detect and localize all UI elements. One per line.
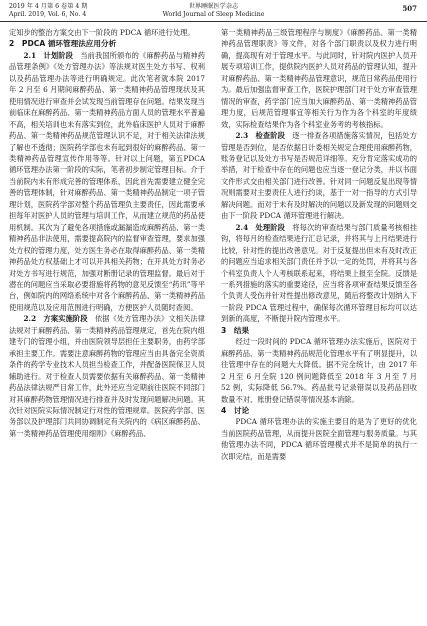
journal-title (0, 3, 427, 19)
subsection-label: 2.2 方案实施阶段 (23, 314, 88, 324)
paragraph-text: 当前我国所颁布的《麻醉药品与精神药品管理条例》《处方管理办法》等法规对医生处方书写、权利以及药品管理办法等进行明确规定。此次笔者就本院 2017 年 2 月至 6 月期间麻醉药品、第一类精神药品管理现状及其使用情况进行审查并会试发现当前管理存在问题。结果发现当前临床在麻醉药品、第一类精神药品方面人员的管理水平普遍不高，相关培训也未有落实到位，此外临床医护人员对于麻醉药品、第一类精神药品规范管理认识不足，对于相关法律法规了解也不透彻；医院药学部也未有起到很好的麻醉药品、第一类精神药品管理宣传作用等等。针对以上问题，第五PDCA 循环管理办法第一阶段的实际，笔者初步制定管理目标。介于当前院内未有形成完善的管理体系，因此首先需要建立健全完善的管理体制，针对麻醉药品、第一类精神药品制定一项子管理计划，医院药学部对整个药品管理负主要责任，因此需要承担每年对医护人员的管理与培训工作，从而建立规范的药品使用机制。其次为了避免各项措施或漏漏造成麻醉药品、第一类精神药品非法使用，需要提高院内的监督审查管理，要求加强处方权的管理力度，处方医生务必在取得麻醉药品、第一类精神药品处方权基础上才可以开具相关药物；在开具处方时务必对处方书写进行规范，加强对断册记录的管理监督。最后对于潜在的问题应当采取必要措施将药物的意见反馈至“药讯”等平台，例如院内的网络系统中对各个麻醉药品、第一类精神药品使用规范以及应用范围进行明确，方便医护人员随时查阅。 (9, 50, 205, 312)
body-paragraph (9, 27, 205, 38)
body-paragraph (221, 416, 417, 462)
body-paragraph (221, 222, 417, 325)
journal-title-cn: 世界睡眠医学杂志 (188, 3, 239, 10)
section-heading: 2 PDCA 循环管理法应用分析 (9, 39, 117, 49)
subsection-label: 2.1 计划阶段 (23, 50, 73, 60)
issue-en: April. 2019, Vol. 6, No. 4 (9, 11, 87, 18)
section-heading: 4 讨论 (221, 405, 250, 415)
paragraph-text: PDCA 循环管理办法的实施主要目的是为了更好的优化当前医院药品管理，从而提升医院全面管理与服务质量。与其他管理办法不同，PDCA 循环管理模式并不是简单的执行一次即完结，而是需要 (221, 417, 417, 461)
body-paragraph (221, 130, 417, 222)
subsection-label: 2.4 处理阶段 (235, 222, 285, 232)
body-paragraph (221, 27, 417, 130)
paragraph-text: 第一类精神药品三级管理程序与制度》《麻醉药品、第一类精神药品管理职责》等文件，对各个部门职责以及权力进行明确，提高现有对于管理水平。与此同时，针对院内医护人员开展专项培训工作，提供院内医护人员对药品的管理认知，提升对麻醉药品、第一类精神药品管理意识，规范日常药品使用行为。最后加强监督审查工作，医院护理部门对于处方审查管理情况的审查，药学部门应当加大麻醉药品、第一类精神药品管理力度，后规范管理事宜等相关行为作为各个科室的年度绩效，实际检查结果作为各个科室业务考的考核指标。 (221, 28, 417, 129)
subsection-label: 2.3 检查阶段 (235, 131, 285, 141)
paragraph-text: 逐一排查各项措施落实情况，包括处方管理是否到位，是否依据日计委相关规定合理使用麻醉药物，账务登记以及处方书写是否规范详细等。充分肯定落实成功的举措，对于检查中存在的问题也应当逐一登记分类，并以书面文件形式交由相关部门进行改善。针对同一问题反复出现等情况则需要对主要责任人进行约谈，基于一对一指导的方式引导解决问题。而对于未有及时解决的问题以及新发现的问题则交由下一阶段 PDCA 循环管理进行解决。 (221, 131, 417, 221)
section-heading: 3 结果 (221, 325, 250, 335)
right-text-column (221, 27, 417, 462)
page-number: 507 (402, 4, 417, 13)
paragraph-text: 经过一段时间的 PDCA 循环管理办法实施后，医院对于麻醉药品、第一类精神药品规范化管理水平有了明显提升，以往管理中存在的问题大大降低。据不完全统计，由 2017 年 2 月至 6 月全院 120 例问题降低至 2018 年 3 月至 7 月 52 例，实际降低 56.7%。药品批号记录错误以及药品回收数量不对、账册登记错误等情况基本消除。 (221, 337, 417, 404)
body-paragraph (9, 50, 205, 313)
journal-title-en: World Journal of Sleep Medicine (162, 11, 265, 18)
body-paragraph (9, 313, 205, 439)
paragraph-text: 将每次的审查结果与部门质量考核相挂钩，将每月的检查结果进行汇总记录，并将其与上月结果进行比较，针对性的提出改善意见。对于反复提出但未有及时改正的问题应当追求相关部门责任并予以一定的处罚，并将其与各个科室负责人个人考核联系起来，将结果上报至全院。反馈是一系列措施的落实的重要途径，应当将各项审查结果反馈至各个负责人受伤并针对性提出修改意见，随后将整改计划纳入下一阶段 PDCA 管理过程中，确保每次循环管理目标均可以达到新的高度，不断提升院内管理水平。 (221, 222, 417, 324)
issue-cn: 2019 年 4 月第 6 卷第 4 期 (9, 3, 88, 10)
left-text-column (9, 27, 205, 439)
body-paragraph (221, 336, 417, 405)
page-header (0, 0, 427, 22)
paragraph-text: 依据《处方管理办法》文相关法律法规对于麻醉药品、第一类精神药品管理规定，首先在院内组建专门的管理小组，并由医院领导层担任主要职务，由药学部承担主要工作。需要注意麻醉药物的管理应当由具备完全资质条件的药学专业技术人员担当检查工作，并配备医院保卫人员辅助进行。对于检查人员需要依据有关麻醉药品、第一类精神药品法律法规严目常工作，此外还应当定期前往医院不同部门对其麻醉药物管理情况进行排查并及时发现问题解决问题。其次针对医院实际情况制定行对性的管理规章。医院药学部、医务部以及护理部门共同协调制定有关院内的《病区麻醉药品、第一类精神药品管理使用细则》《麻醉药品、 (9, 314, 205, 438)
paragraph-text: 定知步的整治方案交由下一阶段的 PDCA 循环进行处理。 (9, 28, 195, 37)
